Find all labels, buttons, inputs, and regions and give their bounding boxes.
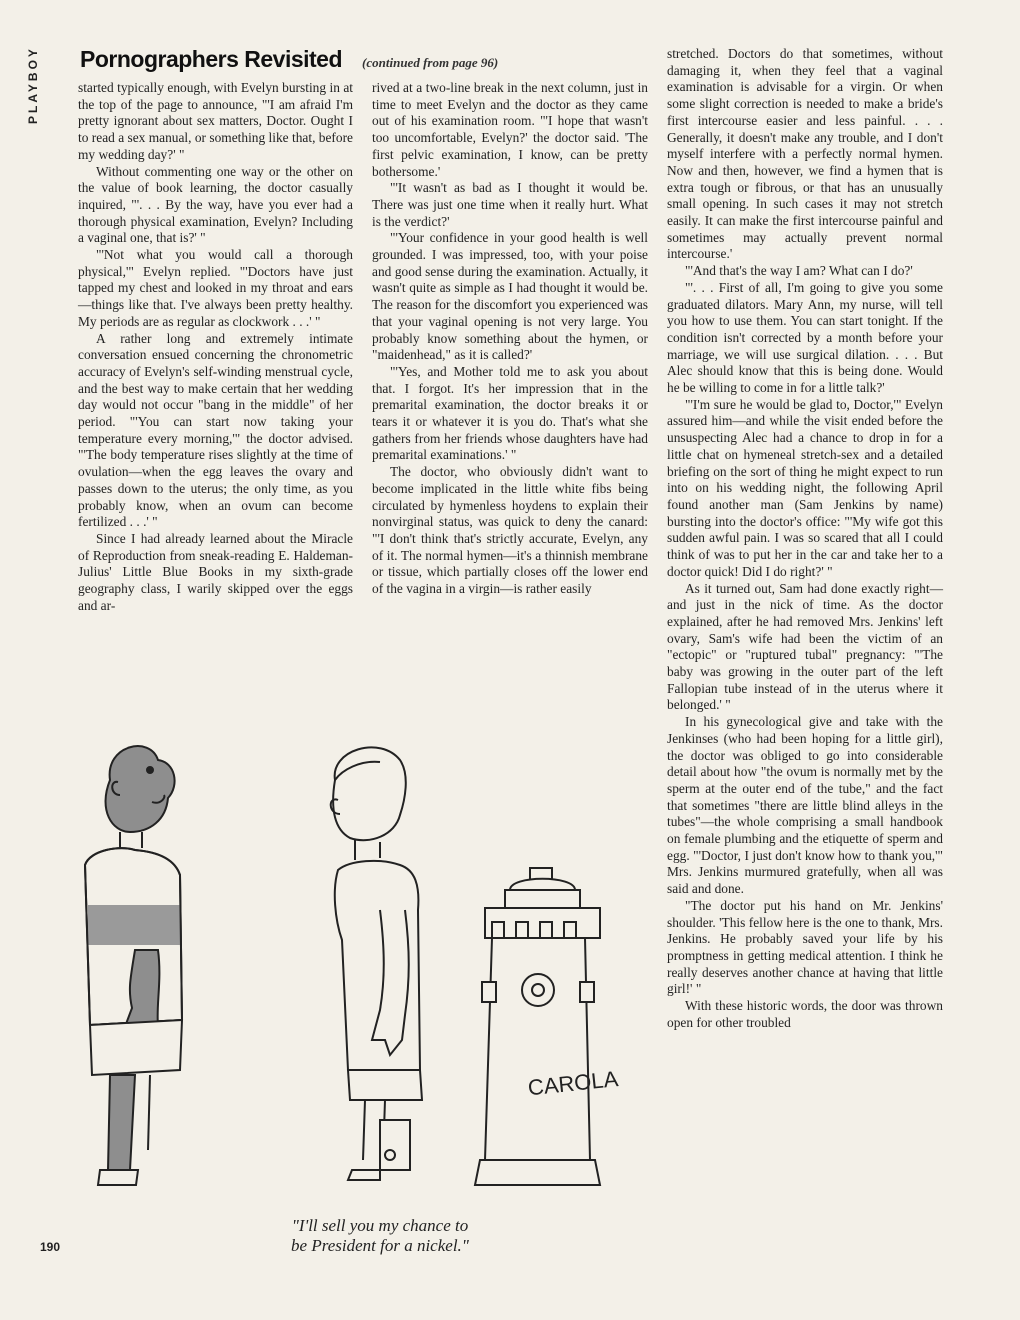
paragraph: stretched. Doctors do that sometimes, without damaging it, when they feel that a vaginal examination is advisable for a virgin. Or when some slight correction is needed to make a bride's first intercourse easier and less painful. . . . Generally, it doesn't make any trouble, and I don't myself interfere with a perfectly normal hymen. Now and then, however, we find a hymen that is extra tough or fibrous, or that has an unusually small opening. In such cases it may not stretch easily. It can make the first intercourse painful and sometimes may actually prevent normal intercourse.' <box>667 46 943 262</box>
continued-note: (continued from page 96) <box>362 55 499 70</box>
caption-line: be President for a nickel." <box>291 1236 469 1255</box>
magazine-side-label: PLAYBOY <box>26 46 40 124</box>
paragraph: With these historic words, the door was thrown open for other troubled <box>667 998 943 1030</box>
cartoon-caption <box>230 1216 530 1256</box>
text-column-1 <box>78 80 353 700</box>
cartoon-boy-left <box>85 746 182 1185</box>
paragraph: As it turned out, Sam had done exactly right—and just in the nick of time. As the doctor explained, after he had removed Mrs. Jenkins' left ovary, Sam's wife had been the victim of an "ectopic" or "ruptured tubal" pregnancy: "'The baby was growing in the outer part of the left Fallopian tube instead of in the uterus where it belonged.' " <box>667 580 943 713</box>
text-column-3 <box>667 46 943 1271</box>
paragraph: "'And that's the way I am? What can I do?' <box>685 263 913 279</box>
cartoon-illustration <box>80 740 650 1210</box>
paragraph: "'Yes, and Mother told me to ask you about that. I forgot. It's her impression that in the premarital examination, the doctor breaks it or tears it or whatever it is you do. That's what she gathers from her friends whose daughters have had premarital examinations.' " <box>372 363 648 463</box>
fire-hydrant <box>475 868 600 1185</box>
paragraph: A rather long and extremely intimate conversation ensued concerning the chronometric accuracy of Evelyn's self-winding menstrual cycle, and the best way to make certain that her wedding day would not occur "bang in the middle" of her period. "'You can start now taking your temperature every morning,'" the doctor advised. "'The body temperature rises slightly at the time of ovulation—when the egg leaves the ovary and passes down to the uterus; the only time, as you probably know, when an ovum can become fertilized . . .' " <box>78 330 353 530</box>
paragraph: Without commenting one way or the other on the value of book learning, the doctor casually inquired, "'. . . By the way, have you ever had a thorough physical examination, Evelyn? Including a vaginal one, that is?' " <box>78 163 353 246</box>
paragraph: The doctor, who obviously didn't want to become implicated in the little white fibs being circulated by hymenless hoydens to explain their nonvirginal status, was quick to deny the canard: "'I don't think that's strictly accurate, Evelyn, any of it. The normal hymen—it's a thinnish membrane or tissue, which partially closes off the lower end of the vagina in a virgin—is rather easily <box>372 464 648 597</box>
cartoon-boy-right <box>331 747 422 1180</box>
page-number: 190 <box>40 1240 61 1254</box>
text-column-2 <box>372 80 648 700</box>
paragraph: started typically enough, with Evelyn bursting in at the top of the page to announce, "'I am afraid I'm pretty ignorant about sex matters, Doctor. Ought I to read a sex manual, or something like that, before my wedding day?' " <box>78 80 353 162</box>
caption-line: "I'll sell you my chance to <box>291 1216 469 1235</box>
paragraph: "'. . . First of all, I'm going to give you some graduated dilators. Mary Ann, my nurse, will tell you how to use them. You can start tonight. If the condition isn't corrected by a month before your marriage, we will use surgical dilation. . . . But Alec should know that this is being done. Would he be willing to come in for a little talk?' <box>667 279 943 396</box>
paragraph: "The doctor put his hand on Mr. Jenkins' shoulder. 'This fellow here is the one to thank, Mrs. Jenkins. He probably saved your life by his promptness in getting medical attention. I think he really deserves another chance at having that little girl!' " <box>667 897 943 997</box>
paragraph: rived at a two-line break in the next column, just in time to meet Evelyn and the doctor as they came out of his examination room. "'I hope that wasn't too uncomfortable, Evelyn?' the doctor said. 'The first pelvic examination, I know, can be pretty bothersome.' <box>372 80 648 179</box>
paragraph: "'Not what you would call a thorough physical,'" Evelyn replied. "'Doctors have just tapped my chest and looked in my throat and ears—things like that. I've always been pretty healthy. My periods are as regular as clockwork . . .' " <box>78 247 353 329</box>
paragraph: Since I had already learned about the Miracle of Reproduction from sneak-reading E. Haldeman-Julius' Little Blue Books in my sixth-grade geography class, I warily skipped over the eggs and ar- <box>78 530 353 613</box>
article-title: Pornographers Revisited <box>80 46 343 72</box>
paragraph: "'I'm sure he would be glad to, Doctor,'" Evelyn assured him—and while the visit ended before the unsuspecting Alec had a chance to drop in for a little chat on hymeneal stretch-sex and a detailed briefing on the sort of thing he might expect to run into on his wedding night, the following April found another man (Sam Jenkins by name) bursting into the doctor's office: "'My wife got this sudden awful pain. I was so scared that all I could think of was to put her in the car and take her to a doctor quick! Did I do right?' " <box>667 396 943 579</box>
cartoon-signature: CAROLA <box>526 1066 620 1101</box>
paragraph: In his gynecological give and take with the Jenkinses (who had been hoping for a little girl), the doctor was obliged to go into considerable detail about how "the ovum is normally met by the sperm at the outer end of the tube," and the fact that sometimes "there are little blind alleys in the tubes"—the whole comprising a small handbook on female plumbing and the etiquette of sperm and egg. "'Doctor, I just don't know how to thank you,'" Mrs. Jenkins murmured gratefully, when all was said and done. <box>667 714 943 897</box>
paragraph: "'Your confidence in your good health is well grounded. I was impressed, too, with your poise and good sense during the examination. Actually, it wasn't quite as simple as I had thought it would be. The reason for the discomfort you experienced was that your vaginal opening is not very large. You probably know something about the hymen, or "maidenhead," as it is called?' <box>372 230 648 363</box>
article-header <box>80 46 660 78</box>
paragraph: "'It wasn't as bad as I thought it would be. There was just one time when it really hurt. What is the verdict?' <box>372 180 648 229</box>
